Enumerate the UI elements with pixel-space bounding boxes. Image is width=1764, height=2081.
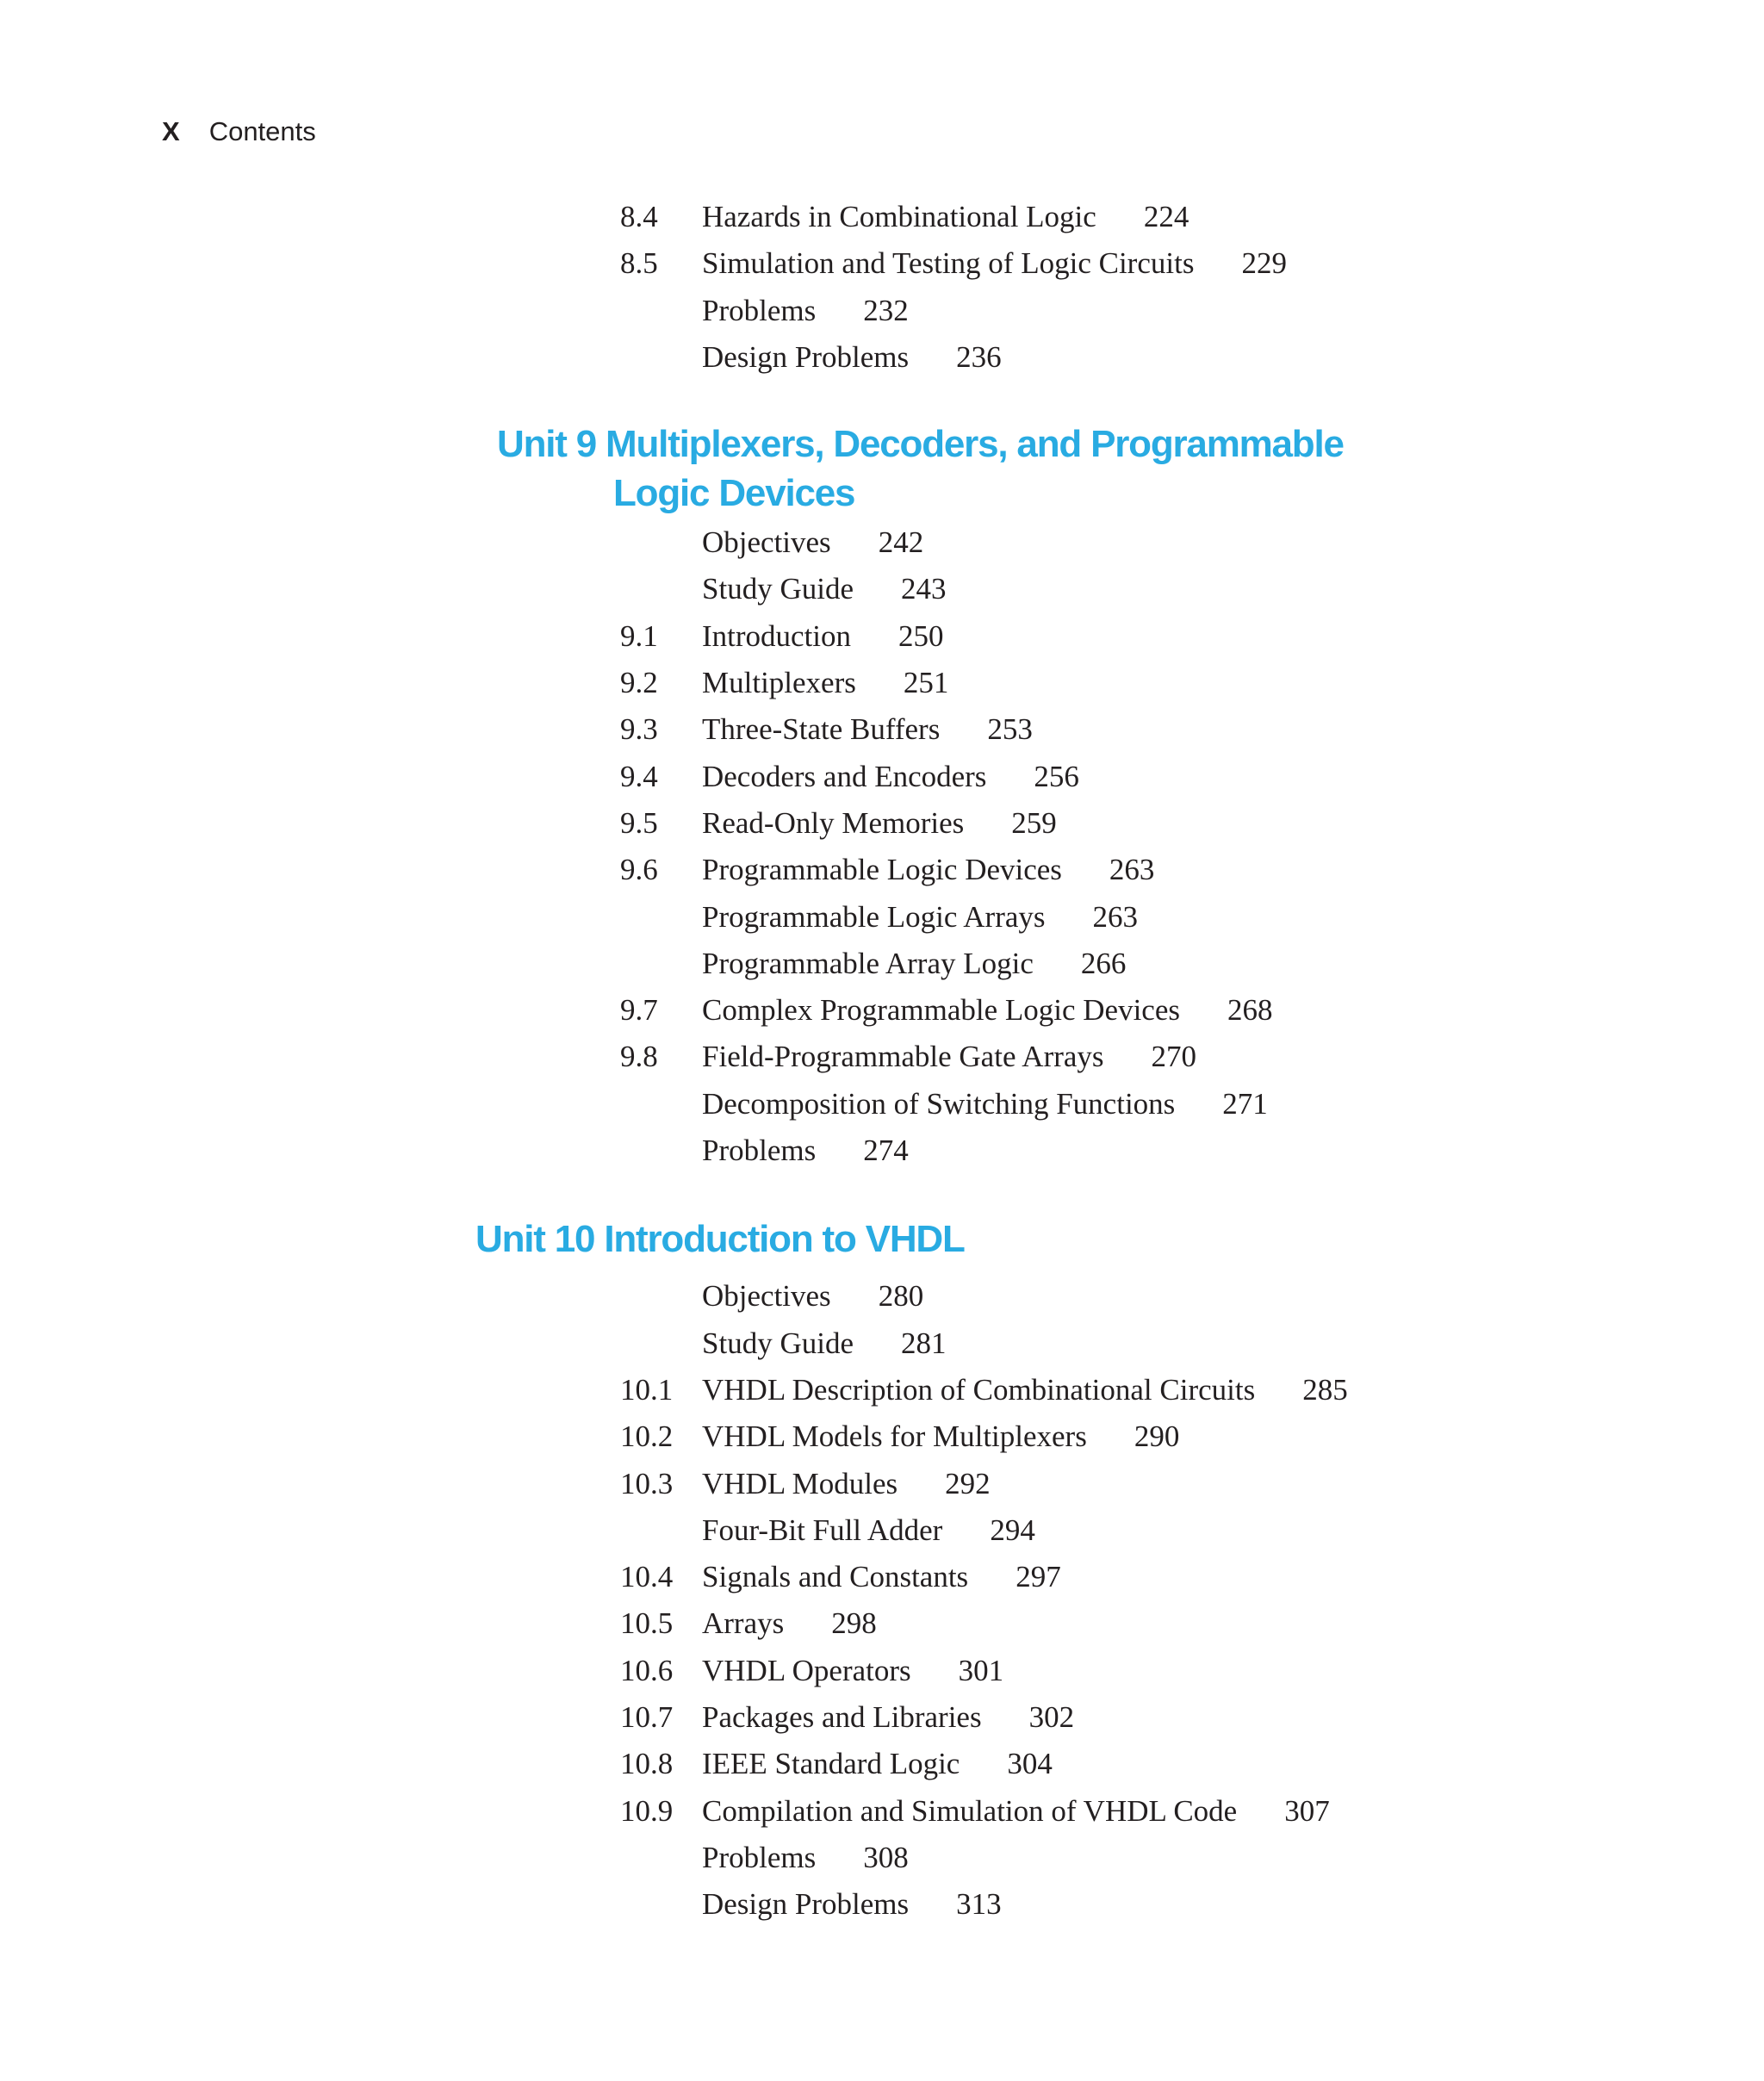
section-number: 10.5	[620, 1606, 674, 1641]
page-number: 243	[900, 572, 947, 606]
page-number: 298	[831, 1606, 877, 1641]
section-number: 9.3	[620, 712, 658, 747]
toc-entry	[0, 800, 1764, 847]
page-number: 263	[1109, 853, 1155, 887]
table-of-contents	[0, 194, 1764, 1929]
page-number: 307	[1284, 1793, 1330, 1828]
section-number: 10.8	[620, 1747, 674, 1781]
page-number: 268	[1227, 993, 1273, 1028]
toc-entry	[0, 1788, 1764, 1835]
unit-9-heading	[0, 419, 1764, 518]
toc-entry	[0, 613, 1764, 660]
section-number: 9.1	[620, 618, 658, 653]
page-number: 250	[898, 618, 944, 653]
unit-heading-line: Unit 10 Introduction to VHDL	[475, 1218, 965, 1261]
page-number: 313	[956, 1887, 1002, 1922]
toc-entry	[0, 1881, 1764, 1928]
section-number: 9.5	[620, 805, 658, 840]
entry-title: Four-Bit Full Adder	[702, 1513, 943, 1547]
entry-title: Design Problems	[702, 339, 910, 374]
section-number: 10.6	[620, 1653, 674, 1687]
toc-entry	[0, 847, 1764, 893]
page-number: 224	[1143, 200, 1189, 233]
entry-title: Problems	[702, 1134, 817, 1168]
toc-entry	[0, 519, 1764, 566]
toc-entry	[0, 1694, 1764, 1741]
entry-title: IEEE Standard Logic	[702, 1747, 960, 1781]
entry-title: Compilation and Simulation of VHDL Code	[702, 1793, 1238, 1828]
toc-entry	[0, 1127, 1764, 1174]
page-number: 256	[1034, 759, 1079, 793]
section-number: 10.7	[620, 1700, 674, 1735]
section-number: 10.4	[620, 1560, 674, 1594]
toc-entry	[0, 1034, 1764, 1080]
contents-label: Contents	[208, 116, 316, 146]
page-number: 274	[863, 1134, 909, 1168]
section-number: 9.7	[620, 993, 658, 1028]
page-number: 308	[863, 1840, 909, 1874]
entry-title: Programmable Logic Arrays	[702, 899, 1046, 934]
entry-title: VHDL Operators	[702, 1653, 911, 1687]
entry-title: Field-Programmable Gate Arrays	[702, 1040, 1104, 1074]
toc-entry	[0, 334, 1764, 381]
section-number: 10.3	[620, 1466, 674, 1500]
entry-title: Programmable Array Logic	[702, 946, 1034, 980]
page-number: 294	[990, 1513, 1035, 1547]
entry-title: Objectives	[702, 1279, 831, 1314]
page-number: 251	[903, 666, 949, 700]
unit-heading-line: Logic Devices	[613, 472, 855, 515]
toc-entry	[0, 1320, 1764, 1367]
page-number: 280	[878, 1279, 924, 1314]
toc-entry	[0, 1741, 1764, 1787]
entry-title: Objectives	[702, 525, 831, 560]
folio-page-number: X	[162, 116, 180, 146]
toc-entry	[0, 754, 1764, 800]
entry-title: Programmable Logic Devices	[702, 853, 1062, 887]
entry-title: VHDL Modules	[702, 1466, 898, 1500]
entry-title: VHDL Models for Multiplexers	[702, 1419, 1087, 1454]
entry-title: Study Guide	[702, 1326, 854, 1360]
page-number: 302	[1028, 1700, 1075, 1735]
page-number: 253	[987, 712, 1033, 747]
entry-title: Decoders and Encoders	[702, 759, 987, 793]
entry-title: Complex Programmable Logic Devices	[702, 993, 1180, 1028]
entry-title: Problems	[702, 1840, 817, 1874]
page-number: 263	[1092, 899, 1139, 934]
toc-entry	[0, 1507, 1764, 1554]
entry-title: Decomposition of Switching Functions	[702, 1086, 1176, 1121]
page-number: 266	[1080, 946, 1127, 980]
unit-heading-line: Unit 9 Multiplexers, Decoders, and Programmable	[497, 423, 1344, 466]
toc-entry	[0, 1600, 1764, 1647]
entry-title: Signals and Constants	[702, 1560, 969, 1594]
page-number: 236	[956, 339, 1002, 374]
section-number: 10.9	[620, 1793, 674, 1828]
toc-entry	[0, 1367, 1764, 1413]
page-number: 232	[863, 293, 909, 327]
page-number: 259	[1011, 805, 1057, 840]
entry-title: Hazards in Combinational Logic	[702, 200, 1096, 233]
entry-title: Read-Only Memories	[702, 805, 965, 840]
section-number: 9.6	[620, 853, 658, 887]
section-number: 9.8	[620, 1040, 658, 1074]
toc-entry	[0, 894, 1764, 941]
entry-title: Simulation and Testing of Logic Circuits	[702, 246, 1195, 281]
page-number: 297	[1016, 1560, 1061, 1594]
toc-entry	[0, 240, 1764, 287]
page-number: 229	[1241, 246, 1287, 281]
toc-entry	[0, 987, 1764, 1034]
page-number: 292	[945, 1466, 991, 1500]
entry-title: Introduction	[702, 618, 852, 653]
entry-title: VHDL Description of Combinational Circuits	[702, 1372, 1256, 1407]
page-number: 242	[878, 525, 924, 560]
section-number: 10.2	[620, 1419, 674, 1454]
toc-entry	[0, 660, 1764, 706]
page-number: 304	[1007, 1747, 1053, 1781]
toc-entry	[0, 706, 1764, 753]
page-number: 285	[1302, 1372, 1348, 1407]
page-number: 281	[900, 1326, 947, 1360]
entry-title: Multiplexers	[702, 666, 856, 700]
section-number: 8.4	[620, 200, 658, 233]
toc-entry	[0, 1554, 1764, 1600]
page-number: 301	[958, 1653, 1004, 1687]
entry-title: Design Problems	[702, 1887, 910, 1922]
entry-title: Packages and Libraries	[702, 1700, 982, 1735]
entry-title: Three-State Buffers	[702, 712, 941, 747]
section-number: 10.1	[620, 1372, 674, 1407]
page-number: 270	[1151, 1040, 1197, 1074]
page-number: 290	[1134, 1419, 1180, 1454]
toc-entry	[0, 1273, 1764, 1320]
toc-entry	[0, 1648, 1764, 1694]
toc-entry	[0, 1413, 1764, 1460]
unit-10-heading	[0, 1214, 1764, 1264]
entry-title: Problems	[702, 293, 817, 327]
entry-title: Arrays	[702, 1606, 785, 1641]
section-number: 9.2	[620, 666, 658, 700]
page-header	[162, 117, 316, 146]
entry-title: Study Guide	[702, 572, 854, 606]
page-number: 271	[1222, 1086, 1268, 1121]
toc-entry	[0, 566, 1764, 612]
toc-entry	[0, 941, 1764, 987]
section-number: 9.4	[620, 759, 658, 793]
toc-entry	[0, 288, 1764, 334]
section-number: 8.5	[620, 246, 658, 281]
toc-entry	[0, 1461, 1764, 1507]
toc-entry	[0, 194, 1764, 240]
toc-entry	[0, 1081, 1764, 1127]
toc-entry	[0, 1835, 1764, 1881]
